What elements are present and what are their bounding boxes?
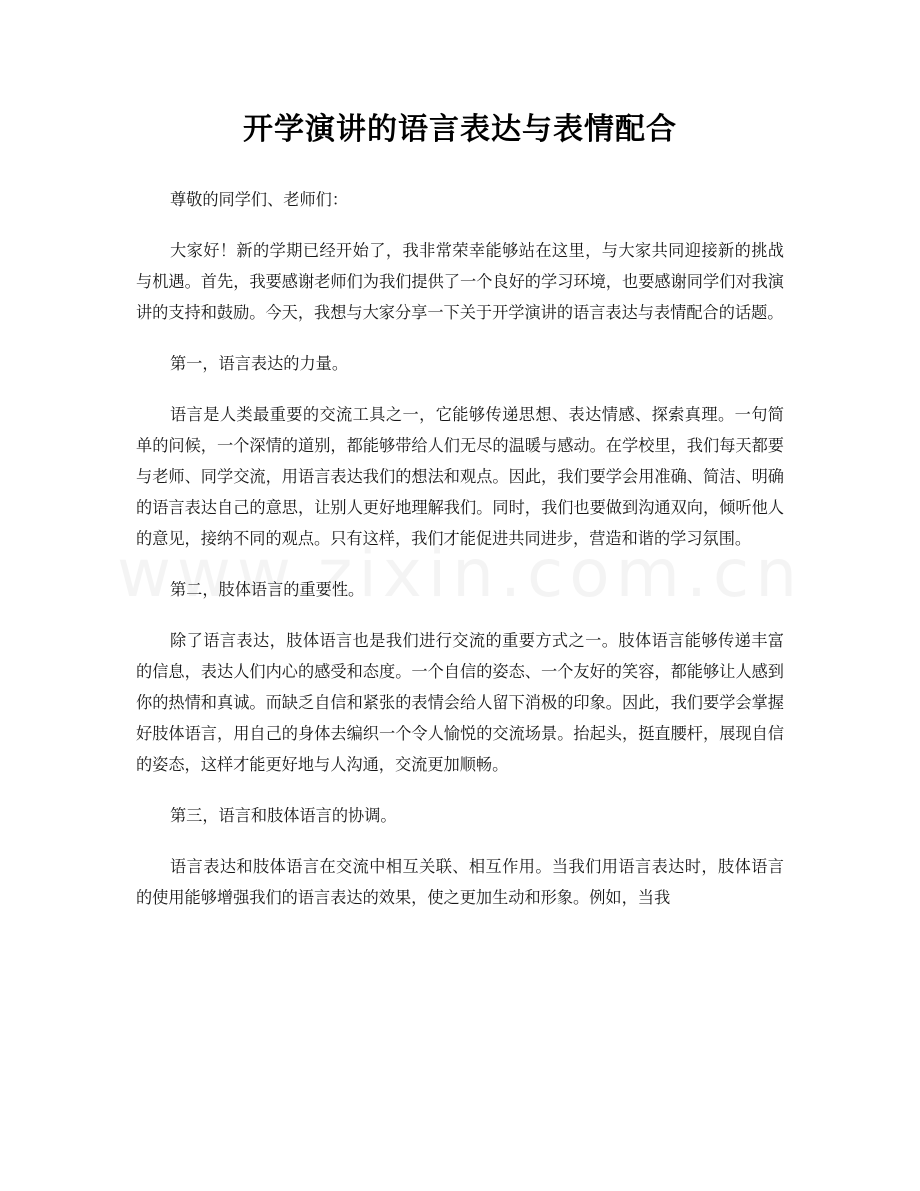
paragraph-intro: 大家好！新的学期已经开始了，我非常荣幸能够站在这里，与大家共同迎接新的挑战与机遇。首先，我要感谢老师们为我们提供了一个良好的学习环境，也要感谢同学们对我演讲的支持和鼓励。今天，我想与大家分享一下关于开学演讲的语言表达与表情配合的话题。 bbox=[136, 241, 784, 322]
paragraph-section-3: 语言表达和肢体语言在交流中相互关联、相互作用。当我们用语言表达时，肢体语言的使用能够增强我们的语言表达的效果，使之更加生动和形象。例如，当我 bbox=[136, 857, 784, 907]
salutation: 尊敬的同学们、老师们： bbox=[170, 190, 349, 209]
section-heading-3: 第三，语言和肢体语言的协调。 bbox=[170, 806, 397, 825]
document-title: 开学演讲的语言表达与表情配合 bbox=[243, 112, 677, 147]
document-body bbox=[136, 184, 784, 933]
section-heading-1: 第一，语言表达的力量。 bbox=[170, 354, 349, 373]
paragraph-section-1: 语言是人类最重要的交流工具之一，它能够传递思想、表达情感、探索真理。一句简单的问候，一个深情的道别，都能够带给人们无尽的温暖与感动。在学校里，我们每天都要与老师、同学交流，用语言表达我们的想法和观点。因此，我们要学会用准确、简洁、明确的语言表达自己的意思，让别人更好地理解我们。同时，我们也要做到沟通双向，倾听他人的意见，接纳不同的观点。只有这样，我们才能促进共同进步，营造和谐的学习氛围。 bbox=[136, 405, 784, 548]
paragraph-section-2: 除了语言表达，肢体语言也是我们进行交流的重要方式之一。肢体语言能够传递丰富的信息，表达人们内心的感受和态度。一个自信的姿态、一个友好的笑容，都能够让人感到你的热情和真诚。而缺乏自信和紧张的表情会给人留下消极的印象。因此，我们要学会掌握好肢体语言，用自己的身体去编织一个令人愉悦的交流场景。抬起头，挺直腰杆，展现自信的姿态，这样才能更好地与人沟通，交流更加顺畅。 bbox=[136, 631, 784, 774]
section-heading-2: 第二，肢体语言的重要性。 bbox=[170, 580, 365, 599]
